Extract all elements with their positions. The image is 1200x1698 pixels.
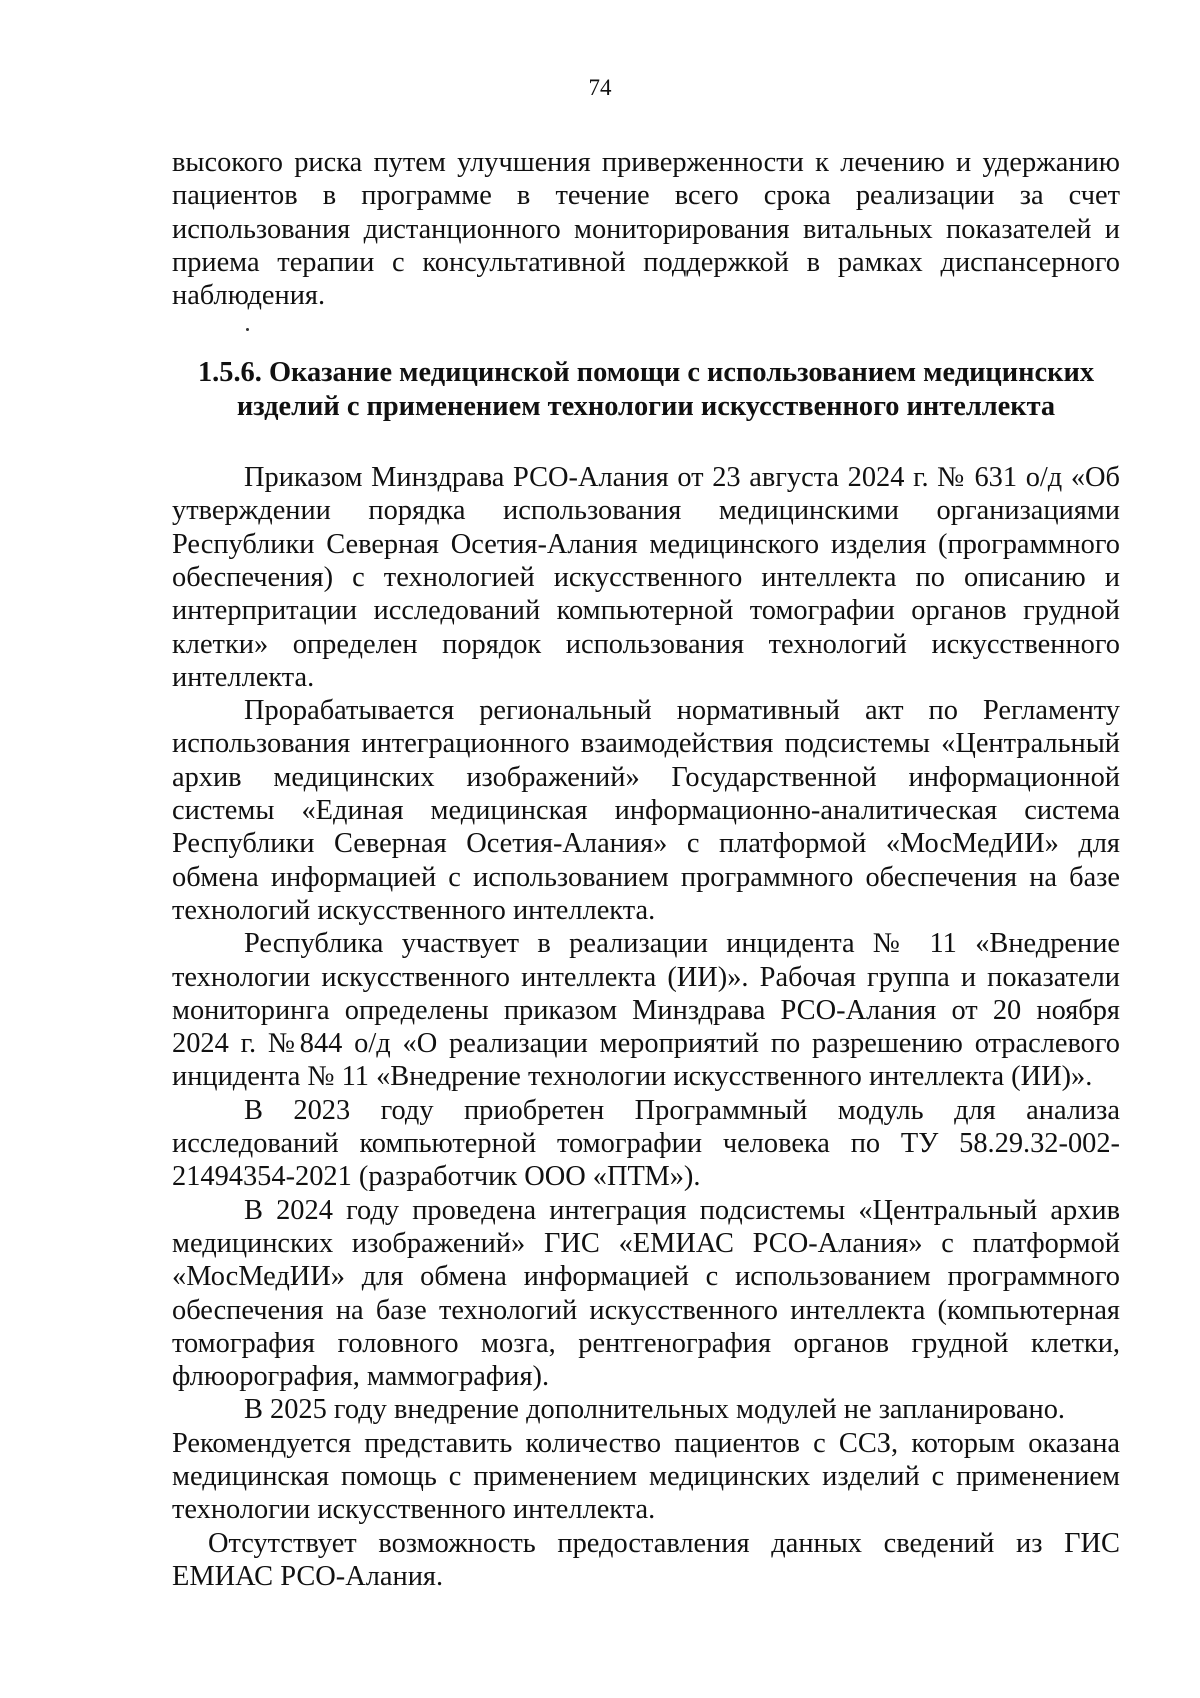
paragraph-order-631: Приказом Минздрава РСО-Алания от 23 августа 2024 г. № 631 о/д «Об утверждении порядка использования медицинскими организациями Республики Северная Осетия-Алания медицинского изделия (программного обеспечения) с технологией искусственного интеллекта по описанию и интерпритации исследований компьютерной томографии органов грудной клетки» определен порядок использования технологий искусственного интеллекта. xyxy=(172,462,1120,693)
paragraph-2023: В 2023 году приобретен Программный модуль для анализа исследований компьютерной томографии человека по ТУ 58.29.32-002-21494354-2021 (разработчик ООО «ПТМ»). xyxy=(172,1094,1120,1193)
paragraph-2025: В 2025 году внедрение дополнительных модулей не запланировано. xyxy=(244,1394,1065,1426)
paragraph-2024: В 2024 году проведена интеграция подсистемы «Центральный архив медицинских изображений» ГИС «ЕМИАС РСО-Алания» с платформой «МосМедИИ» для обмена информацией с использованием программного обеспечения на базе технологий искусственного интеллекта (компьютерная томография головного мозга, рентгенография органов грудной клетки, флюорография, маммография). xyxy=(172,1194,1120,1393)
section-heading: 1.5.6. Оказание медицинской помощи с использованием медицинских изделий с применением технологии искусственного интеллекта xyxy=(197,357,1095,422)
paragraph-incident-11: Республика участвует в реализации инцидента № 11 «Внедрение технологии искусственного интеллекта (ИИ)». Рабочая группа и показатели мониторинга определены приказом Минздрава РСО-Алания от 20 ноября 2024 г. №844 о/д «О реализации мероприятий по разрешению отраслевого инцидента № 11 «Внедрение технологии искусственного интеллекта (ИИ)». xyxy=(172,928,1120,1093)
document-body xyxy=(172,146,1120,1593)
intro-paragraph: высокого риска путем улучшения приверженности к лечению и удержанию пациентов в программе в течение всего срока реализации за счет использования дистанционного мониторирования витальных показателей и приема терапии с консультативной поддержкой в рамках диспансерного наблюдения. xyxy=(172,147,1120,312)
page-number: 74 xyxy=(588,75,612,100)
paragraph-regional-act: Прорабатывается региональный нормативный акт по Регламенту использования интеграционного взаимодействия подсистемы «Центральный архив медицинских изображений» Государственной информационной системы «Единая медицинская информационно-аналитическая система Республики Северная Осетия-Алания» с платформой «МосМедИИ» для обмена информацией с использованием программного обеспечения на базе технологий искусственного интеллекта. xyxy=(172,695,1120,926)
closing-paragraph: Отсутствует возможность предоставления данных сведений из ГИС ЕМИАС РСО-Алания. xyxy=(172,1527,1120,1592)
recommendation-paragraph: Рекомендуется представить количество пациентов с ССЗ, которым оказана медицинская помощь с применением медицинских изделий с применением технологии искусственного интеллекта. xyxy=(172,1427,1120,1526)
